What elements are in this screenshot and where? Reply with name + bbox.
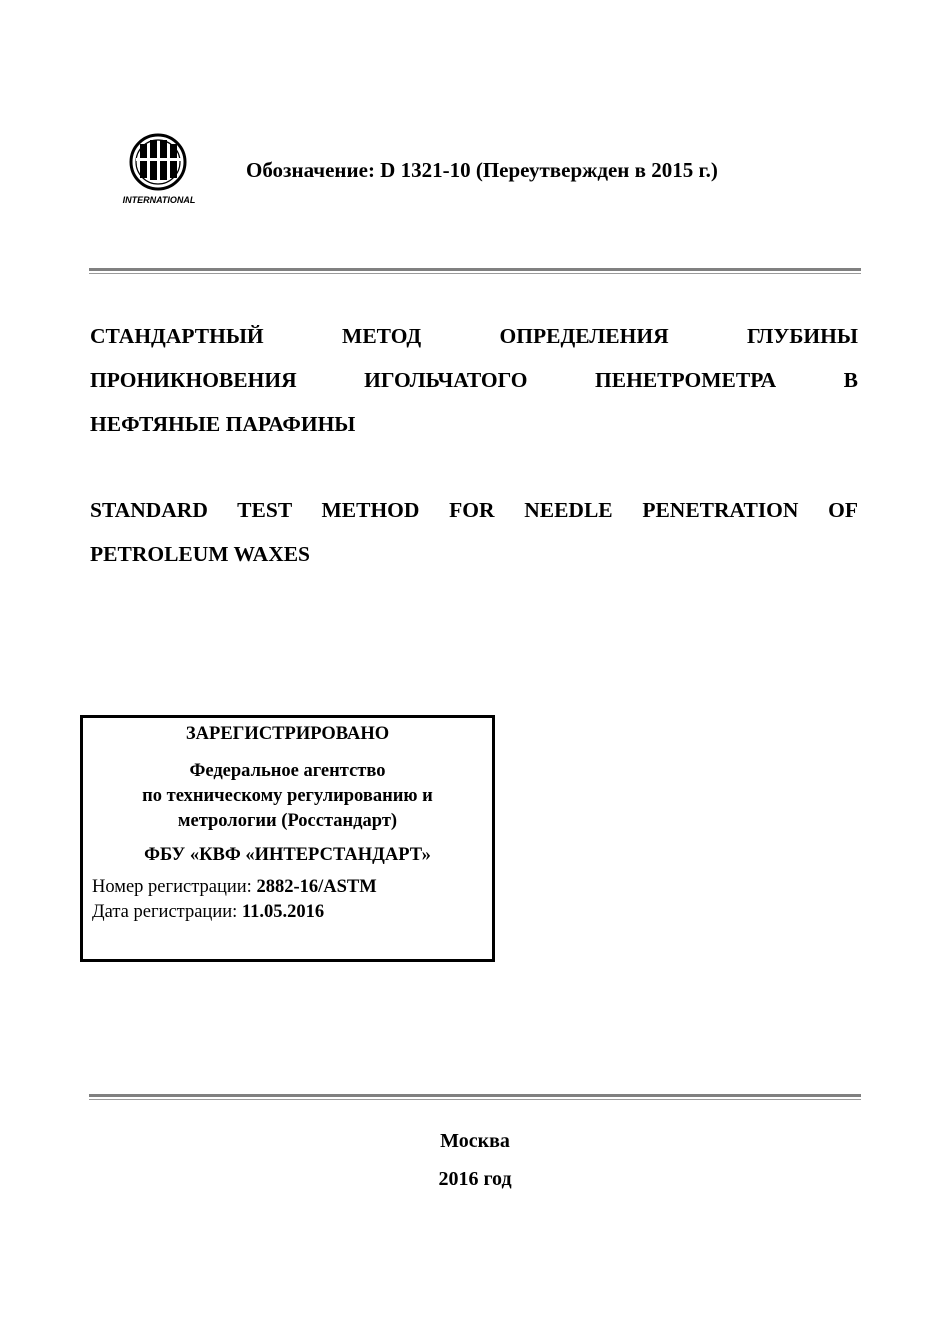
top-divider	[89, 268, 861, 274]
astm-logo-icon	[116, 132, 202, 208]
registration-date-label: Дата регистрации:	[92, 902, 242, 922]
registration-agency	[83, 759, 492, 834]
agency-line-1: Федеральное агентство	[189, 761, 386, 781]
registration-organization: ФБУ «КВФ «ИНТЕРСТАНДАРТ»	[144, 845, 431, 865]
registration-number-line	[83, 875, 492, 900]
publication-year: 2016 год	[438, 1168, 512, 1190]
english-title	[90, 488, 858, 576]
registration-heading: ЗАРЕГИСТРИРОВАНО	[185, 724, 390, 744]
registration-date-line	[83, 900, 492, 925]
russian-title-line-1: СТАНДАРТНЫЙ МЕТОД ОПРЕДЕЛЕНИЯ ГЛУБИНЫ	[90, 324, 858, 348]
agency-line-3: метрологии (Росстандарт)	[177, 811, 398, 831]
bottom-divider	[89, 1094, 861, 1100]
document-designation: Обозначение: D 1321-10 (Переутвержден в 2015 г.)	[246, 158, 718, 182]
registration-number-label: Номер регистрации:	[92, 877, 257, 897]
russian-title-line-3: НЕФТЯНЫЕ ПАРАФИНЫ	[90, 412, 356, 436]
astm-logo	[116, 132, 202, 208]
registration-date-value: 11.05.2016	[241, 902, 325, 922]
registration-number-value: 2882-16/ASTM	[256, 877, 377, 897]
publication-city: Москва	[440, 1130, 510, 1152]
logo-subtitle: INTERNATIONAL	[122, 195, 196, 205]
russian-title	[90, 314, 858, 446]
english-title-line-2: PETROLEUM WAXES	[90, 542, 311, 566]
agency-line-2: по техническому регулированию и	[142, 786, 433, 806]
english-title-line-1: STANDARD TEST METHOD FOR NEEDLE PENETRATION OF	[90, 498, 858, 522]
registration-box	[80, 715, 495, 962]
russian-title-line-2: ПРОНИКНОВЕНИЯ ИГОЛЬЧАТОГО ПЕНЕТРОМЕТРА В	[90, 368, 858, 392]
